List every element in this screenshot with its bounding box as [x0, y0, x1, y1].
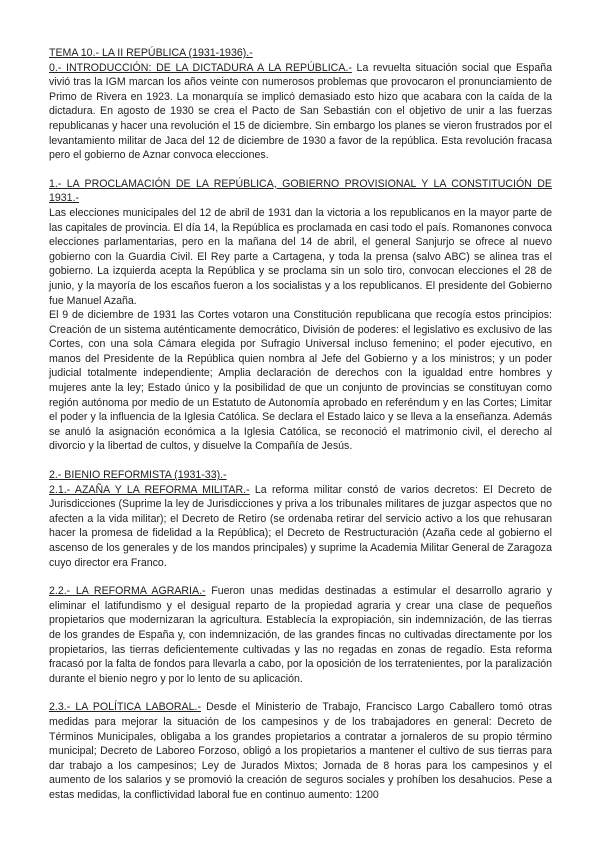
document-page: [49, 46, 552, 803]
section-text-intro: La revuelta situación social que España vivió tras la IGM marcan los años veinte con numerosos problemas que provocaron el pronunciamiento de Primo de Rivera en 1923. La monarquía se implicó demasiado esto hizo que acabara con la caída de la dictadura. En agosto de 1930 se crea el Pacto de San Sebastián con el objetivo de unir a las fuerzas republicanas y hacer una revolución el 15 de diciembre. Sin embargo los planes se vieron frustrados por el levantamiento militar de Jaca del 12 de diciembre de 1930 a favor de la república. Esta revolución fracasa pero el gobierno de Aznar convoca elecciones.: [49, 61, 552, 162]
section-heading-intro: 0.- INTRODUCCIÓN: DE LA DICTADURA A LA REPÚBLICA.-: [49, 61, 352, 74]
subsection-military: [49, 483, 552, 571]
section-heading-bienio: 2.- BIENIO REFORMISTA (1931-33).-: [49, 469, 227, 482]
subsection-heading-agrarian: 2.2.- LA REFORMA AGRARIA.-: [49, 585, 206, 598]
subsection-agrarian: [49, 584, 552, 686]
subsection-text-military: La reforma militar constó de varios decretos: El Decreto de Jurisdicciones (Suprime la ley de Jurisdicciones y priva a los tribunales militares de juzgar aspectos que no afecten a la vida militar); el Decreto de Retiro (se ordenaba retirar del servicio activo a los que rehusaran hacer la promesa de fidelidad a la República); el Decreto de Restructuración (Azaña cede al gobierno el ascenso de los generales y de los mandos principales) y suprime la Academia Militar General de Zaragoza cuyo director era Franco.: [49, 483, 552, 569]
subsection-heading-labor: 2.3.- LA POLÍTICA LABORAL.-: [49, 701, 201, 714]
subsection-heading-military: 2.1.- AZAÑA Y LA REFORMA MILITAR.-: [49, 483, 250, 496]
paragraph-elections: Las elecciones municipales del 12 de abril de 1931 dan la victoria a los republicanos en la mayor parte de las capitales de provincia. El día 14, la República es proclamada en casi todo el país. Romanones convoca elecciones parlamentarias, pero en la mañana del 14 de abril, el general Sanjurjo se ofrece al nuevo gobierno con la Guardia Civil. El Rey parte a Cartagena, y toda la prensa (salvo ABC) se alinea tras el gobierno. La izquierda acepta la República y se proclama sin un solo tiro, convocan elecciones el 28 de junio, y la mayoría de los escaños fueron a los socialistas y a los republicanos. El presidente del Gobierno fue Manuel Azaña.: [49, 206, 552, 307]
subsection-text-labor: Desde el Ministerio de Trabajo, Francisco Largo Caballero tomó otras medidas para mejorar la situación de los campesinos y de los trabajadores en general: Decreto de Términos Municipales, obligaba a los grandes propietarios a contratar a jornaleros de su propio término municipal; Decreto de Laboreo Forzoso, obligó a los propietarios a mantener el cultivo de sus tierras para dar trabajo a los campesinos; Ley de Jurados Mixtos; Jornada de 8 horas para los campesinos y el aumento de los salarios y se promovió la creación de seguros sociales y prohíben los desahucios. Pese a estas medidas, la conflictividad laboral fue en continuo aumento: 1200: [49, 701, 553, 801]
document-title: TEMA 10.- LA II REPÚBLICA (1931-1936).-: [49, 47, 253, 59]
subsection-text-agrarian: Fueron unas medidas destinadas a estimular el desarrollo agrario y eliminar el latifundismo y el desigual reparto de la propiedad agraria y crear una clase de pequeños propietarios que modernizaran la agricultura. Establecía la expropiación, sin indemnización, de las tierras de los grandes de España y, con indemnización, de las grandes fincas no cultivadas directamente por los propietarios, las tierras deficientemente cultivadas y las no regadas en zonas de regadío. Esta reforma fracasó por la falta de fondos para llevarla a cabo, por la oposición de los terratenientes, por la paralización durante el bienio negro y por lo lento de su aplicación.: [49, 585, 552, 685]
section-intro: [49, 61, 552, 163]
subsection-labor: [49, 700, 552, 802]
section-heading-proclamation: 1.- LA PROCLAMACIÓN DE LA REPÚBLICA, GOBIERNO PROVISIONAL Y LA CONSTITUCIÓN DE 1931.-: [49, 177, 552, 205]
paragraph-constitution: El 9 de diciembre de 1931 las Cortes votaron una Constitución republicana que recogía estos principios: Creación de un sistema auténticamente democrático, División de poderes: el legislativo es exclusivo de las Cortes, con una sola Cámara elegida por Sufragio Universal incluso femenino; el poder ejecutivo, en manos del Presidente de la República quien nombra al Jefe del Gobierno y a los ministros; y un poder judicial totalmente independiente; Amplia declaración de derechos con la igualdad entre hombres y mujeres ante la ley; Estado único y la posibilidad de que un conjunto de provincias se constituyan como región autónoma por medio de un Estatuto de Autonomía aprobado en referéndum y en las Cortes; Limitar el poder y la influencia de la Iglesia Católica. Se declara el Estado laico y se lleva a la enseñanza. Además se anuló la asignación económica a la Iglesia Católica, se reconoció el matrimonio civil, el derecho al divorcio y la libertad de cultos, y disuelve la Compañía de Jesús.: [49, 309, 552, 453]
